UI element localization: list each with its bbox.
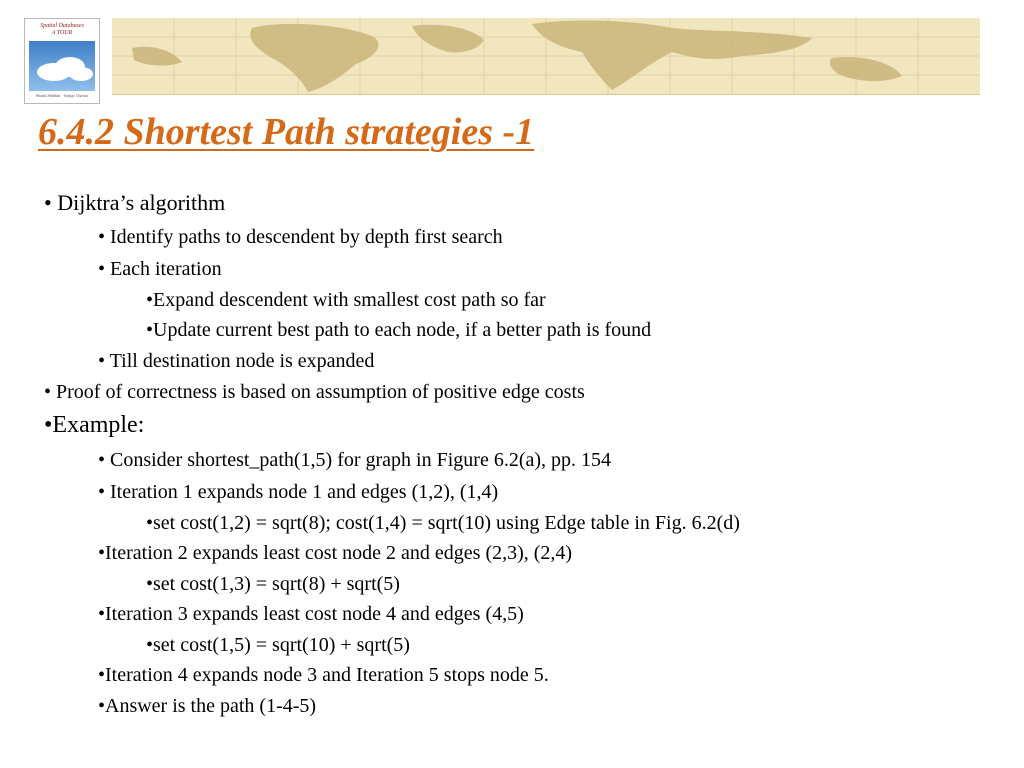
bullet-level2: • Consider shortest_path(1,5) for graph in Figure 6.2(a), pp. 154	[98, 449, 612, 471]
cover-sky	[29, 41, 95, 91]
bullet-level3: •Update current best path to each node, if a better path is found	[146, 319, 652, 341]
bullet-level2: •Iteration 4 expands node 3 and Iteration 5 stops node 5.	[98, 664, 549, 686]
bullet-level2: • Each iteration	[98, 258, 222, 280]
bullet-level2: •Iteration 3 expands least cost node 4 and edges (4,5)	[98, 603, 524, 625]
bullet-level3: •set cost(1,3) = sqrt(8) + sqrt(5)	[146, 573, 400, 595]
book-title-line1: Spatial Databases	[40, 23, 84, 29]
bullet-level2: • Iteration 1 expands node 1 and edges (1,2), (1,4)	[98, 481, 499, 503]
cloud-shape	[69, 67, 93, 81]
bullet-level2: • Till destination node is expanded	[98, 350, 375, 372]
slide-title: 6.4.2 Shortest Path strategies -1	[38, 111, 535, 153]
bullet-level2: • Identify paths to descendent by depth first search	[98, 226, 503, 248]
bullet-level1: •Example:	[44, 412, 145, 438]
bullet-level3: •Expand descendent with smallest cost path so far	[146, 289, 546, 311]
bullet-level3: •set cost(1,2) = sqrt(8); cost(1,4) = sqrt(10) using Edge table in Fig. 6.2(d)	[146, 512, 740, 534]
bullet-level3: •set cost(1,5) = sqrt(10) + sqrt(5)	[146, 634, 410, 656]
book-title	[29, 23, 95, 37]
world-map-graphic	[112, 18, 980, 94]
bullet-level1: • Proof of correctness is based on assumption of positive edge costs	[44, 381, 585, 403]
book-cover-image	[24, 18, 100, 104]
book-authors: Shashi Shekhar · Sanjay Chawla	[35, 93, 89, 98]
book-title-line2: A TOUR	[51, 30, 73, 36]
bullet-level2: •Answer is the path (1-4-5)	[98, 695, 317, 717]
bullet-level2: •Iteration 2 expands least cost node 2 and edges (2,3), (2,4)	[98, 542, 573, 564]
bullet-level1: • Dijktra’s algorithm	[44, 190, 226, 215]
world-map-banner	[112, 18, 980, 95]
